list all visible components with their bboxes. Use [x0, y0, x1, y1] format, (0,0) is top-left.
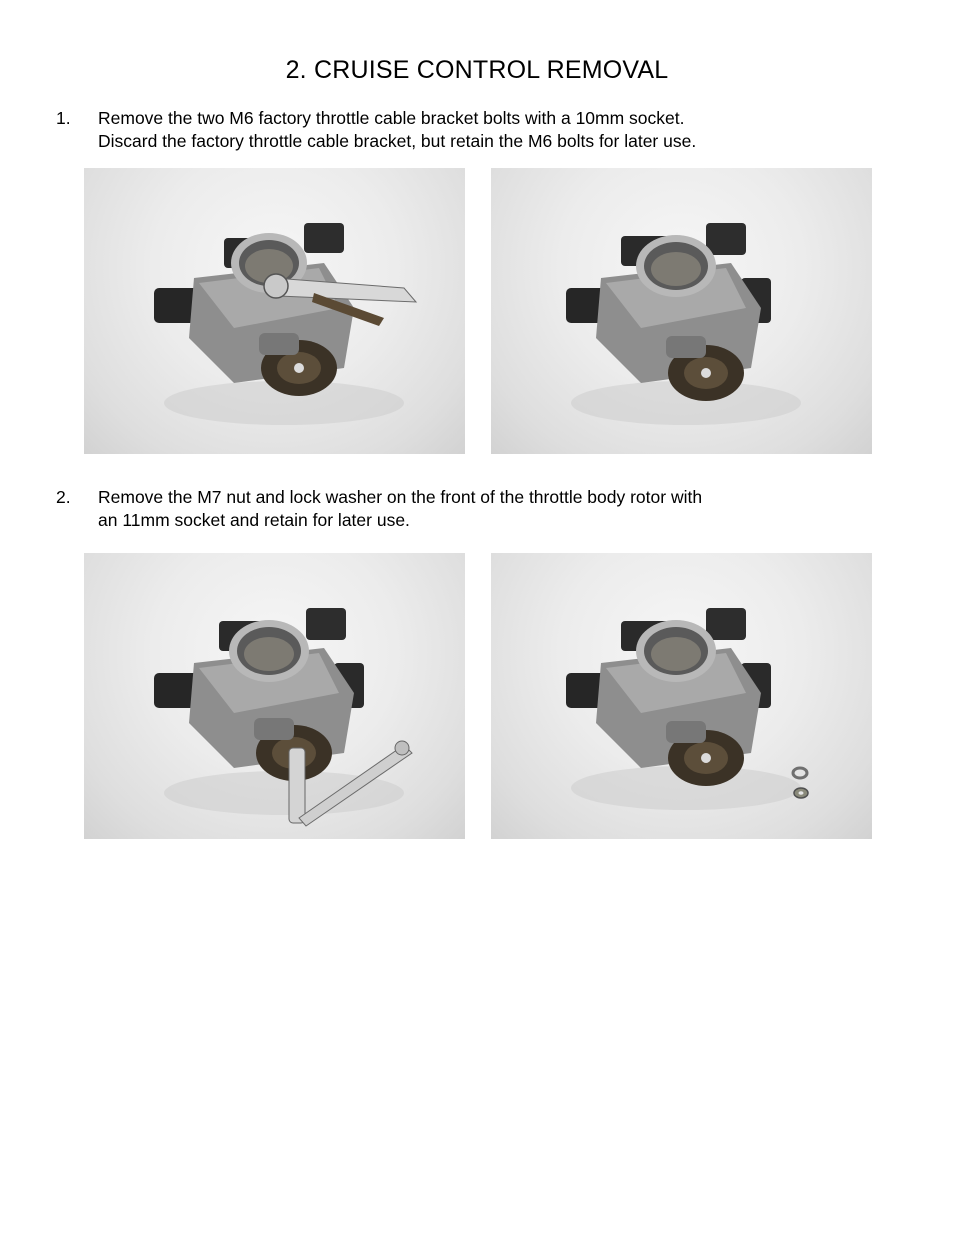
throttle-body: [566, 608, 771, 786]
step-2: [56, 486, 896, 532]
step-text: [98, 107, 898, 153]
step-line: an 11mm socket and retain for later use.: [98, 510, 410, 530]
step-line: Remove the two M6 factory throttle cable bracket bolts with a 10mm socket.: [98, 108, 685, 128]
photo-nut-washer-removed: [491, 553, 872, 839]
photo-socket-on-rotor-nut: [84, 553, 465, 839]
step-number: 1.: [56, 108, 71, 128]
step-number: 2.: [56, 487, 71, 507]
photo-bracket-removed: [491, 168, 872, 454]
step-line: Discard the factory throttle cable bracket, but retain the M6 bolts for later use.: [98, 131, 697, 151]
step-line: Remove the M7 nut and lock washer on the front of the throttle body rotor with: [98, 487, 703, 507]
photo-ratchet-on-bracket: [84, 168, 465, 454]
throttle-body: [154, 608, 364, 781]
page-title: 2. CRUISE CONTROL REMOVAL: [285, 56, 669, 84]
throttle-body: [566, 223, 771, 401]
throttle-body: [154, 223, 354, 396]
step-text: [98, 486, 898, 532]
step-1: [56, 107, 896, 153]
